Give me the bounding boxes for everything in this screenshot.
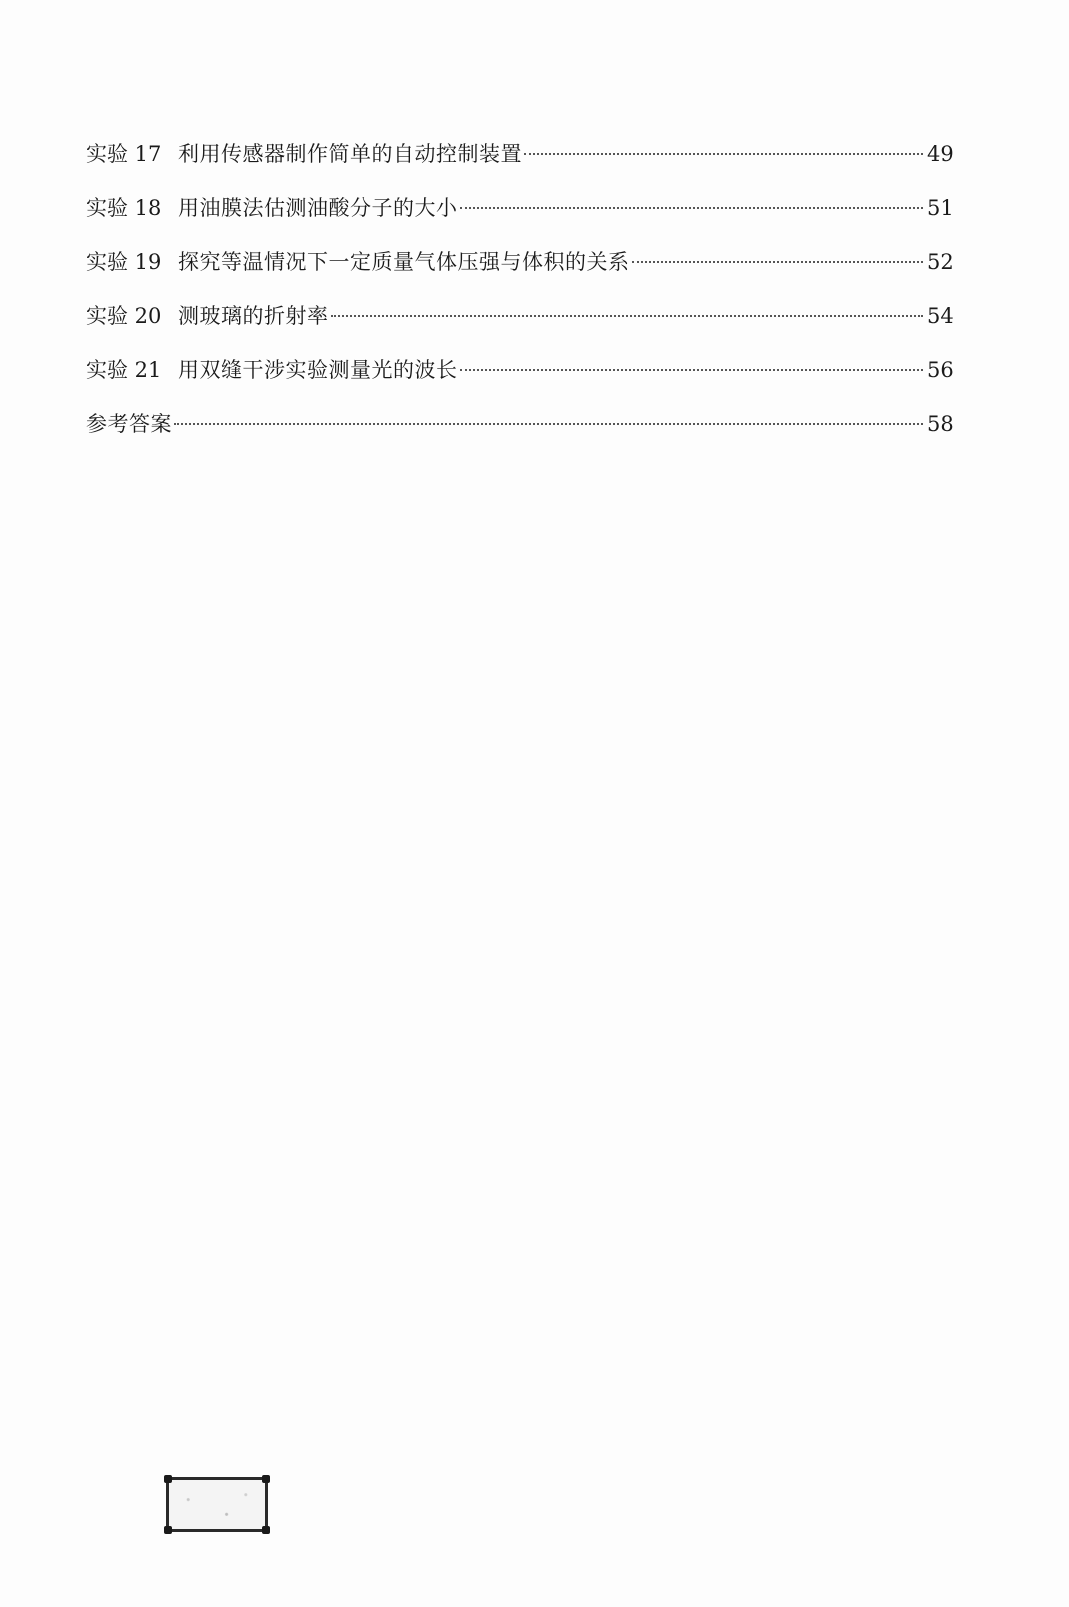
- dot-leader: [524, 153, 923, 155]
- stamp-corner: [164, 1526, 172, 1534]
- toc-entry-page: 49: [927, 142, 954, 166]
- table-of-contents: [86, 135, 954, 459]
- stamp-corner: [262, 1475, 270, 1483]
- toc-entry-page: 52: [927, 250, 954, 274]
- toc-entry[interactable]: [86, 135, 954, 189]
- toc-entry-label: 实验 18: [86, 196, 162, 220]
- toc-entry-title: 用双缝干涉实验测量光的波长: [178, 358, 458, 382]
- toc-entry-title: 测玻璃的折射率: [178, 304, 329, 328]
- stamp-corner: [164, 1475, 172, 1483]
- toc-entry[interactable]: [86, 351, 954, 405]
- toc-entry-title: 利用传感器制作简单的自动控制装置: [178, 142, 522, 166]
- dot-leader: [174, 423, 923, 425]
- toc-entry-title: 探究等温情况下一定质量气体压强与体积的关系: [178, 250, 630, 274]
- dot-leader: [331, 315, 924, 317]
- toc-entry-page: 54: [927, 304, 954, 328]
- dot-leader: [632, 261, 924, 263]
- dot-leader: [460, 369, 924, 371]
- toc-entry-label: 实验 17: [86, 142, 162, 166]
- toc-entry[interactable]: [86, 297, 954, 351]
- toc-entry-page: 58: [927, 412, 954, 436]
- toc-entry-title: 参考答案: [86, 412, 172, 436]
- stamp-corner: [262, 1526, 270, 1534]
- library-stamp: [166, 1477, 268, 1532]
- toc-entry-page: 56: [927, 358, 954, 382]
- toc-entry[interactable]: [86, 189, 954, 243]
- toc-entry-title: 用油膜法估测油酸分子的大小: [178, 196, 458, 220]
- dot-leader: [460, 207, 924, 209]
- toc-entry[interactable]: [86, 243, 954, 297]
- toc-entry-label: 实验 19: [86, 250, 162, 274]
- toc-entry-label: 实验 20: [86, 304, 162, 328]
- toc-entry-answers[interactable]: [86, 405, 954, 459]
- toc-entry-page: 51: [927, 196, 954, 220]
- toc-entry-label: 实验 21: [86, 358, 162, 382]
